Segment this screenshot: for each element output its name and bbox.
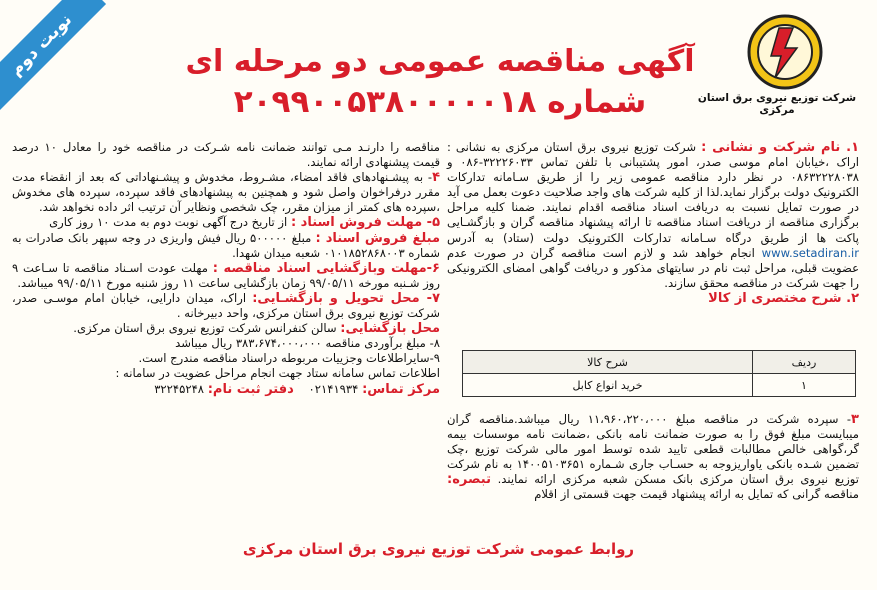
note-text: مناقصه گرانی که تمایل به ارائه پیشنهاد قیمت جهت قسمتی از اقلام [534,487,859,502]
footer-public-relations: روابط عمومی شرکت توزیع نیروی برق استان مرکزی [242,540,635,558]
electricity-company-logo-icon [739,12,831,92]
notice-title: آگهی مناقصه عمومی دو مرحله ای [185,44,695,79]
table-header-row [463,351,856,374]
note-label: تبصره: [447,472,491,488]
registration-office-number: ۳۲۲۴۵۲۴۸ [154,381,205,396]
table-row [463,374,856,397]
section-7 [12,291,440,321]
section-4 [12,170,440,215]
section-1 [447,140,859,291]
items-table [462,350,856,397]
document-price-label: مبلغ فروش اسناد : [315,230,440,246]
cell-description: خرید انواع کابل [463,374,753,397]
header-description: شرح کالا [463,351,753,374]
section-6-heading: ۶-مهلت وبازگشایی اسناد مناقصه : [212,260,440,276]
document-price-body: مبلغ ۵۰۰۰۰۰ ریال فیش واریزی در وجه سپهر بانک صادرات به شماره ۰۱۰۱۸۵۲۸۶۸۰۰۳ شعبه میدان شهدا. [12,230,440,260]
contact-center-label: مرکز تماس: [362,381,440,397]
opening-place [12,321,440,336]
contact-info: اطلاعات تماس سامانه ستاد جهت انجام مراحل عضویت در سامانه : [115,366,440,381]
section-3 [447,412,859,503]
section-5-body: از تاریخ درج آگهی نوبت دوم به مدت ۱۰ روز کاری [49,215,288,230]
left-column [12,140,440,540]
header-row-number: ردیف [753,351,856,374]
setad-website-link[interactable]: www.setadiran.ir [761,245,859,260]
registration-office-label: دفتر ثبت نام: [207,381,294,397]
section-5-heading: ۵- مهلت فروش اسناد : [290,215,440,231]
section-4-body: - به پیشـنهادهای فاقد امضاء، مشـروط، مخدوش و پیشـنهاداتی که بعد از انقضاء مدت مقرر درفراخوان واصل شود و همچنین به پیشنهادهای فاقد سپرده، سپرده های مخدوش ،سپرده های کمتر از میزان مقرر، چک شخصی ونظایر آن ترتیب اثر داده نخواهد شد. [12,170,440,215]
document-price [12,231,440,261]
section-7-body: اراک، میدان دارایی، خیابان امام موسـی صدر، شرکت توزیع نیروی برق استان مرکزی، واحد دبیرخانه . [12,290,440,321]
section-3-body: - سپرده شرکت در مناقصه مبلغ ۱۱،۹۶۰،۲۲۰،۰۰۰ ریال میباشد.مناقصه گران میبایست مبلغ فوق را به صورت ضمانت نامه بانکی ،ضمانت نامه موسسات بیمه گر،گواهی خالص مطالبات قطعی تایید شده توسط امور مالی شرکت توزیع ،چک تضمین شـده بانکی یاواریزوجه به حسـاب جاری شـماره ۱۴۰۰۵۱۰۳۶۵۱ به نام شرکت توزیع نیروی برق استان مرکزی بانک مسکن شعبه مرکزی ارائه نمایند. [447,412,860,487]
section-4-number: ۴ [432,170,440,186]
contact-numbers [12,382,440,397]
section-5 [12,215,440,230]
contact-center-number: ۰۲۱۴۱۹۳۴ [308,381,359,396]
section-3-number: ۳ [851,412,859,427]
section-9: ۹-سایراطلاعات وجزییات مربوطه دراسناد مناقصه مندرج است. [138,351,440,366]
section-1-body-2: انجام خواهد شد و لازم است مناقصه گران در صورت عدم عضویت قبلی، مراحل ثبت نام در سایتهای مذکور و دریافت گواهی امضای الکترونیکی را جهت شرکت در مناقصه محقق سازند. [447,245,859,290]
section-6 [12,261,440,291]
edition-ribbon: نوبت دوم [0,0,106,110]
section-1-heading: ۱. نام شرکت و نشانی : [701,140,860,155]
guarantee-intro: مناقصه را دارنـد مـی توانند ضمانت نامه شـرکت در مناقصه خود را معادل ۱۰ درصد قیمت پیشنهادی ارائه نمایند. [12,140,440,170]
section-2-heading: ۲. شرح مختصری از کالا [708,290,859,306]
section-7-heading: ۷- محل تحویل و بازگشـایی: [252,290,440,306]
section-6-body: مهلت عودت اسـناد مناقصه تا سـاعت ۹ روز شـنبه مورخه ۹۹/۰۵/۱۱ زمان بازگشایی ساعت ۱۱ روز شنبه مورخ ۹۹/۰۵/۱۱ میباشد. [12,260,440,290]
opening-place-label: محل بازگشایی: [340,321,440,337]
cell-row-number: ۱ [753,374,856,397]
tender-number: شماره ۲۰۹۹۰۰۵۳۸۰۰۰۰۰۱۸ [233,84,647,120]
company-header: شرکت توزیع نیروی برق استان مرکزی [697,92,857,116]
opening-place-body: سالن کنفرانس شرکت توزیع نیروی برق استان مرکزی. [73,321,337,336]
section-8: ۸- مبلغ برآوردی مناقصه ۳۸۳،۶۷۴،۰۰۰،۰۰۰ ریال میباشد [175,336,440,351]
section-1-body: شرکت توزیع نیروی برق استان مرکزی به نشانی : اراک ،خیابان امام موسی صدر، امور پشتیبانی با تلفن تماس ۳۲۲۲۶۰۳۳-۰۸۶ و ۰۸۶۳۲۲۲۸۰۳۸ در نظر دارد مناقصه عمومی زیر را از طریق سـامانه تدارکات الکترونیک دولت برگزار نماید.لذا از کلیه شرکت های واجد صلاحیت دعوت بعمل می آید در صورت تمایل نسبت به دریافت اسناد مناقصه اقدام نمایند. ضمنا کلیه مراحل برگزاری مناقصه از دریافت اسناد مناقصه تا ارائه پیشنهاد مناقصه گران و بازگشـایی پاکت ها از طریق درگاه سـامانه تدارکات الکترونیک دولت (ستاد) به آدرس [447,140,859,245]
